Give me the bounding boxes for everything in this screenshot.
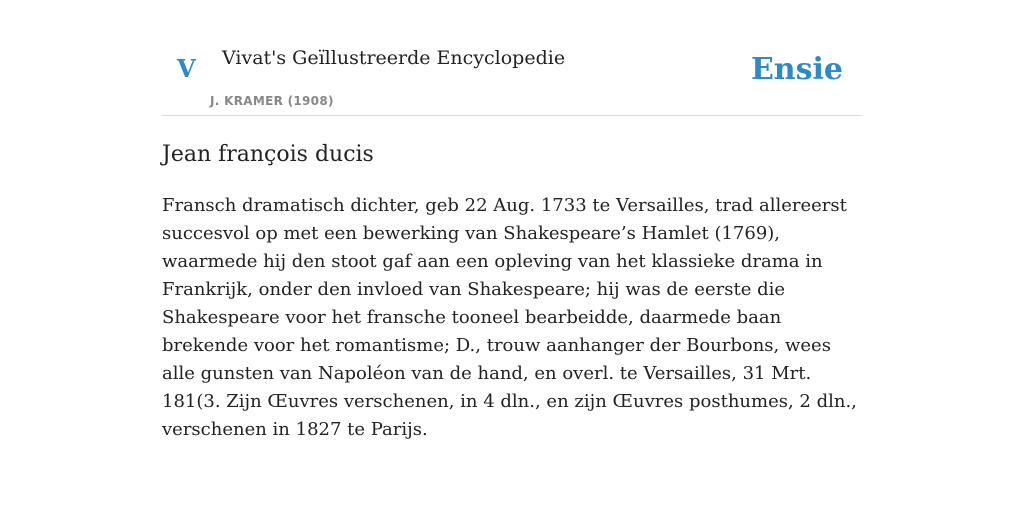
page-container	[162, 0, 862, 440]
brand-logo-link[interactable]: Ensie	[750, 52, 843, 87]
encyclopedia-header	[162, 0, 862, 116]
encyclopedia-logo[interactable]: V	[177, 54, 196, 83]
entry-body: Fransch dramatisch dichter, geb 22 Aug. 1733 te Versailles, trad allereerst succesvol op met een bewerking van Shakespeare’s Hamlet (1769), waarmede hij den stoot gaf aan een opleving van het klassieke drama in Frankrijk, onder den invloed van Shakespeare; hij was de eerste die Shakespeare voor het fransche tooneel bearbeidde, daarmede baan brekende voor het romantisme; D., trouw aanhanger der Bourbons, wees alle gunsten van Napoléon van de hand, en overl. te Versailles, 31 Mrt. 181(3. Zijn Œuvres verschenen, in 4 dln., en zijn Œuvres posthumes, 2 dln., verschenen in 1827 te Parijs.	[162, 195, 857, 440]
entry-title: Jean françois ducis	[162, 142, 374, 167]
author-label: J. KRAMER (1908)	[210, 94, 334, 108]
encyclopedia-title-link[interactable]: Vivat's Geïllustreerde Encyclopedie	[222, 47, 566, 69]
